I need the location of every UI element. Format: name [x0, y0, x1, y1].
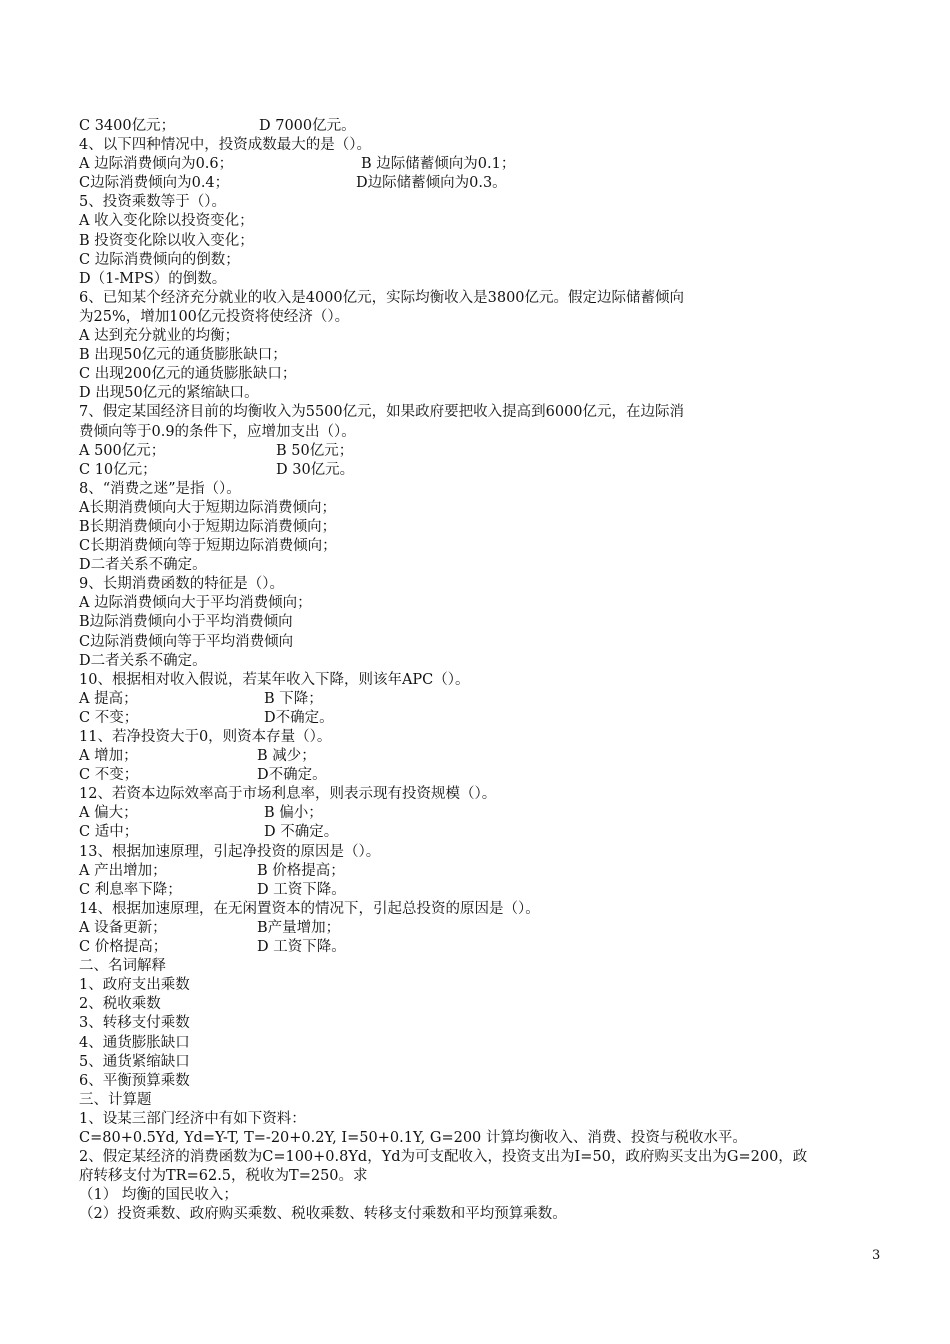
text-line: [79, 823, 879, 842]
line-text: 2、假定某经济的消费函数为C=100+0.8Yd，Yd为可支配收入，投资支出为I=50，政府购买支出为G=200，政: [79, 1149, 808, 1166]
line-text: B 出现50亿元的通货膨胀缺口；: [79, 347, 287, 364]
text-line: [79, 499, 879, 518]
page-number: 3: [872, 1248, 881, 1263]
line-text: C 适中；: [79, 824, 139, 841]
line-text: A 达到充分就业的均衡；: [79, 328, 240, 345]
line-text: 费倾向等于0.9的条件下，应增加支出（）。: [79, 423, 356, 440]
line-text: A 500亿元；: [79, 442, 166, 459]
document-body: [79, 117, 879, 1224]
line-text: A 提高；: [79, 690, 138, 707]
line-text: 10、根据相对收入假说，若某年收入下降，则该年APC（）。: [79, 671, 470, 688]
line-text: 1、设某三部门经济中有如下资料：: [79, 1110, 306, 1127]
line-option-right: B 偏小；: [264, 805, 323, 822]
line-option-right: D 30亿元。: [276, 461, 355, 478]
line-text: D二者关系不确定。: [79, 557, 207, 574]
text-line: [79, 690, 879, 709]
line-option-right: D 不确定。: [264, 824, 339, 841]
line-option-right: D边际储蓄倾向为0.3。: [356, 175, 507, 192]
line-text: A 设备更新；: [79, 919, 167, 936]
line-text: C 出现200亿元的通货膨胀缺口；: [79, 366, 297, 383]
text-line: [79, 785, 879, 804]
text-line: [79, 957, 879, 976]
text-line: [79, 1129, 879, 1148]
line-text: 7、假定某国经济目前的均衡收入为5500亿元，如果政府要把收入提高到6000亿元，在边际消: [79, 404, 685, 421]
text-line: [79, 995, 879, 1014]
line-text: C 3400亿元；: [79, 118, 176, 134]
text-line: [79, 881, 879, 900]
text-line: [79, 232, 879, 251]
text-line: [79, 480, 879, 499]
text-line: [79, 1014, 879, 1033]
line-text: 府转移支付为TR=62.5，税收为T=250。求: [79, 1168, 368, 1185]
text-line: [79, 174, 879, 193]
text-line: [79, 709, 879, 728]
text-line: [79, 1148, 879, 1167]
text-line: [79, 461, 879, 480]
text-line: [79, 652, 879, 671]
line-text: C 10亿元；: [79, 461, 157, 478]
line-text: C 不变；: [79, 767, 139, 784]
line-text: C=80+0.5Yd, Yd=Y-T, T=-20+0.2Y, I=50+0.1Y, G=200 计算均衡收入、消费、投资与税收水平。: [79, 1129, 747, 1146]
text-line: [79, 384, 879, 403]
text-line: [79, 136, 879, 155]
line-text: B边际消费倾向小于平均消费倾向: [79, 614, 293, 631]
text-line: [79, 1072, 879, 1091]
line-text: 9、长期消费函数的特征是（）。: [79, 576, 284, 593]
text-line: [79, 1205, 879, 1224]
text-line: [79, 766, 879, 785]
text-line: [79, 556, 879, 575]
line-option-right: D 工资下降。: [257, 881, 346, 898]
line-option-right: B 50亿元；: [276, 442, 354, 459]
text-line: [79, 365, 879, 384]
text-line: [79, 423, 879, 442]
line-option-right: B 边际储蓄倾向为0.1；: [361, 156, 516, 173]
text-line: [79, 327, 879, 346]
line-text: 5、通货紧缩缺口: [79, 1053, 190, 1070]
line-text: 4、通货膨胀缺口: [79, 1034, 190, 1051]
line-text: 三、计算题: [79, 1091, 152, 1108]
line-text: B长期消费倾向小于短期边际消费倾向；: [79, 518, 337, 535]
text-line: [79, 537, 879, 556]
text-line: [79, 728, 879, 747]
line-text: C边际消费倾向为0.4；: [79, 175, 230, 192]
text-line: [79, 938, 879, 957]
text-line: [79, 117, 879, 136]
line-text: D二者关系不确定。: [79, 652, 207, 669]
line-text: A 增加；: [79, 748, 138, 765]
line-option-right: D 7000亿元。: [259, 118, 356, 134]
text-line: [79, 900, 879, 919]
line-option-right: B产量增加；: [257, 919, 341, 936]
line-text: D 出现50亿元的紧缩缺口。: [79, 385, 259, 402]
text-line: [79, 518, 879, 537]
line-text: 11、若净投资大于0，则资本存量（）。: [79, 729, 332, 745]
line-text: C 不变；: [79, 709, 139, 726]
text-line: [79, 594, 879, 613]
line-text: 为25%，增加100亿元投资将使经济（）。: [79, 308, 350, 325]
text-line: [79, 442, 879, 461]
line-option-right: D不确定。: [257, 767, 327, 784]
line-text: 6、平衡预算乘数: [79, 1072, 190, 1089]
line-text: C长期消费倾向等于短期边际消费倾向；: [79, 538, 337, 555]
line-option-right: D 工资下降。: [257, 939, 346, 956]
line-text: C 利息率下降；: [79, 881, 182, 898]
line-text: （1） 均衡的国民收入；: [79, 1187, 238, 1204]
text-line: [79, 976, 879, 995]
line-text: 5、投资乘数等于（）。: [79, 194, 226, 211]
line-text: D（1-MPS）的倒数。: [79, 270, 227, 287]
line-text: C边际消费倾向等于平均消费倾向: [79, 633, 294, 650]
text-line: [79, 747, 879, 766]
line-text: 14、根据加速原理，在无闲置资本的情况下，引起总投资的原因是（）。: [79, 900, 540, 917]
text-line: [79, 212, 879, 231]
line-option-right: B 减少；: [257, 748, 316, 765]
line-text: 6、已知某个经济充分就业的收入是4000亿元，实际均衡收入是3800亿元。假定边际储蓄倾向: [79, 289, 685, 306]
line-text: C 价格提高；: [79, 939, 168, 956]
line-option-right: B 下降；: [264, 690, 323, 707]
text-line: [79, 155, 879, 174]
text-line: [79, 1053, 879, 1072]
line-text: （2）投资乘数、政府购买乘数、税收乘数、转移支付乘数和平均预算乘数。: [79, 1206, 567, 1223]
line-text: 2、税收乘数: [79, 996, 161, 1013]
text-line: [79, 575, 879, 594]
text-line: [79, 403, 879, 422]
text-line: [79, 1091, 879, 1110]
line-text: 13、根据加速原理，引起净投资的原因是（）。: [79, 843, 381, 860]
text-line: [79, 613, 879, 632]
line-text: B 投资变化除以收入变化；: [79, 232, 254, 249]
line-text: 8、“消费之迷”是指（）。: [79, 480, 241, 497]
text-line: [79, 1186, 879, 1205]
line-text: A 边际消费倾向为0.6；: [79, 156, 234, 173]
line-text: 1、政府支出乘数: [79, 977, 190, 994]
text-line: [79, 671, 879, 690]
line-text: A长期消费倾向大于短期边际消费倾向；: [79, 499, 336, 516]
text-line: [79, 346, 879, 365]
text-line: [79, 251, 879, 270]
text-line: [79, 270, 879, 289]
text-line: [79, 1034, 879, 1053]
text-line: [79, 843, 879, 862]
line-option-right: D不确定。: [264, 709, 334, 726]
line-text: 12、若资本边际效率高于市场利息率，则表示现有投资规模（）。: [79, 786, 497, 803]
line-text: 4、以下四种情况中，投资成数最大的是（）。: [79, 137, 371, 154]
line-option-right: B 价格提高；: [257, 862, 345, 879]
line-text: A 产出增加；: [79, 862, 167, 879]
text-line: [79, 862, 879, 881]
text-line: [79, 289, 879, 308]
line-text: A 偏大；: [79, 805, 138, 822]
text-line: [79, 804, 879, 823]
text-line: [79, 308, 879, 327]
text-line: [79, 193, 879, 212]
text-line: [79, 633, 879, 652]
text-line: [79, 919, 879, 938]
line-text: A 边际消费倾向大于平均消费倾向；: [79, 595, 312, 612]
line-text: C 边际消费倾向的倒数；: [79, 251, 240, 268]
text-line: [79, 1110, 879, 1129]
line-text: 二、名词解释: [79, 958, 166, 975]
text-line: [79, 1167, 879, 1186]
line-text: 3、转移支付乘数: [79, 1015, 190, 1032]
line-text: A 收入变化除以投资变化；: [79, 213, 254, 230]
